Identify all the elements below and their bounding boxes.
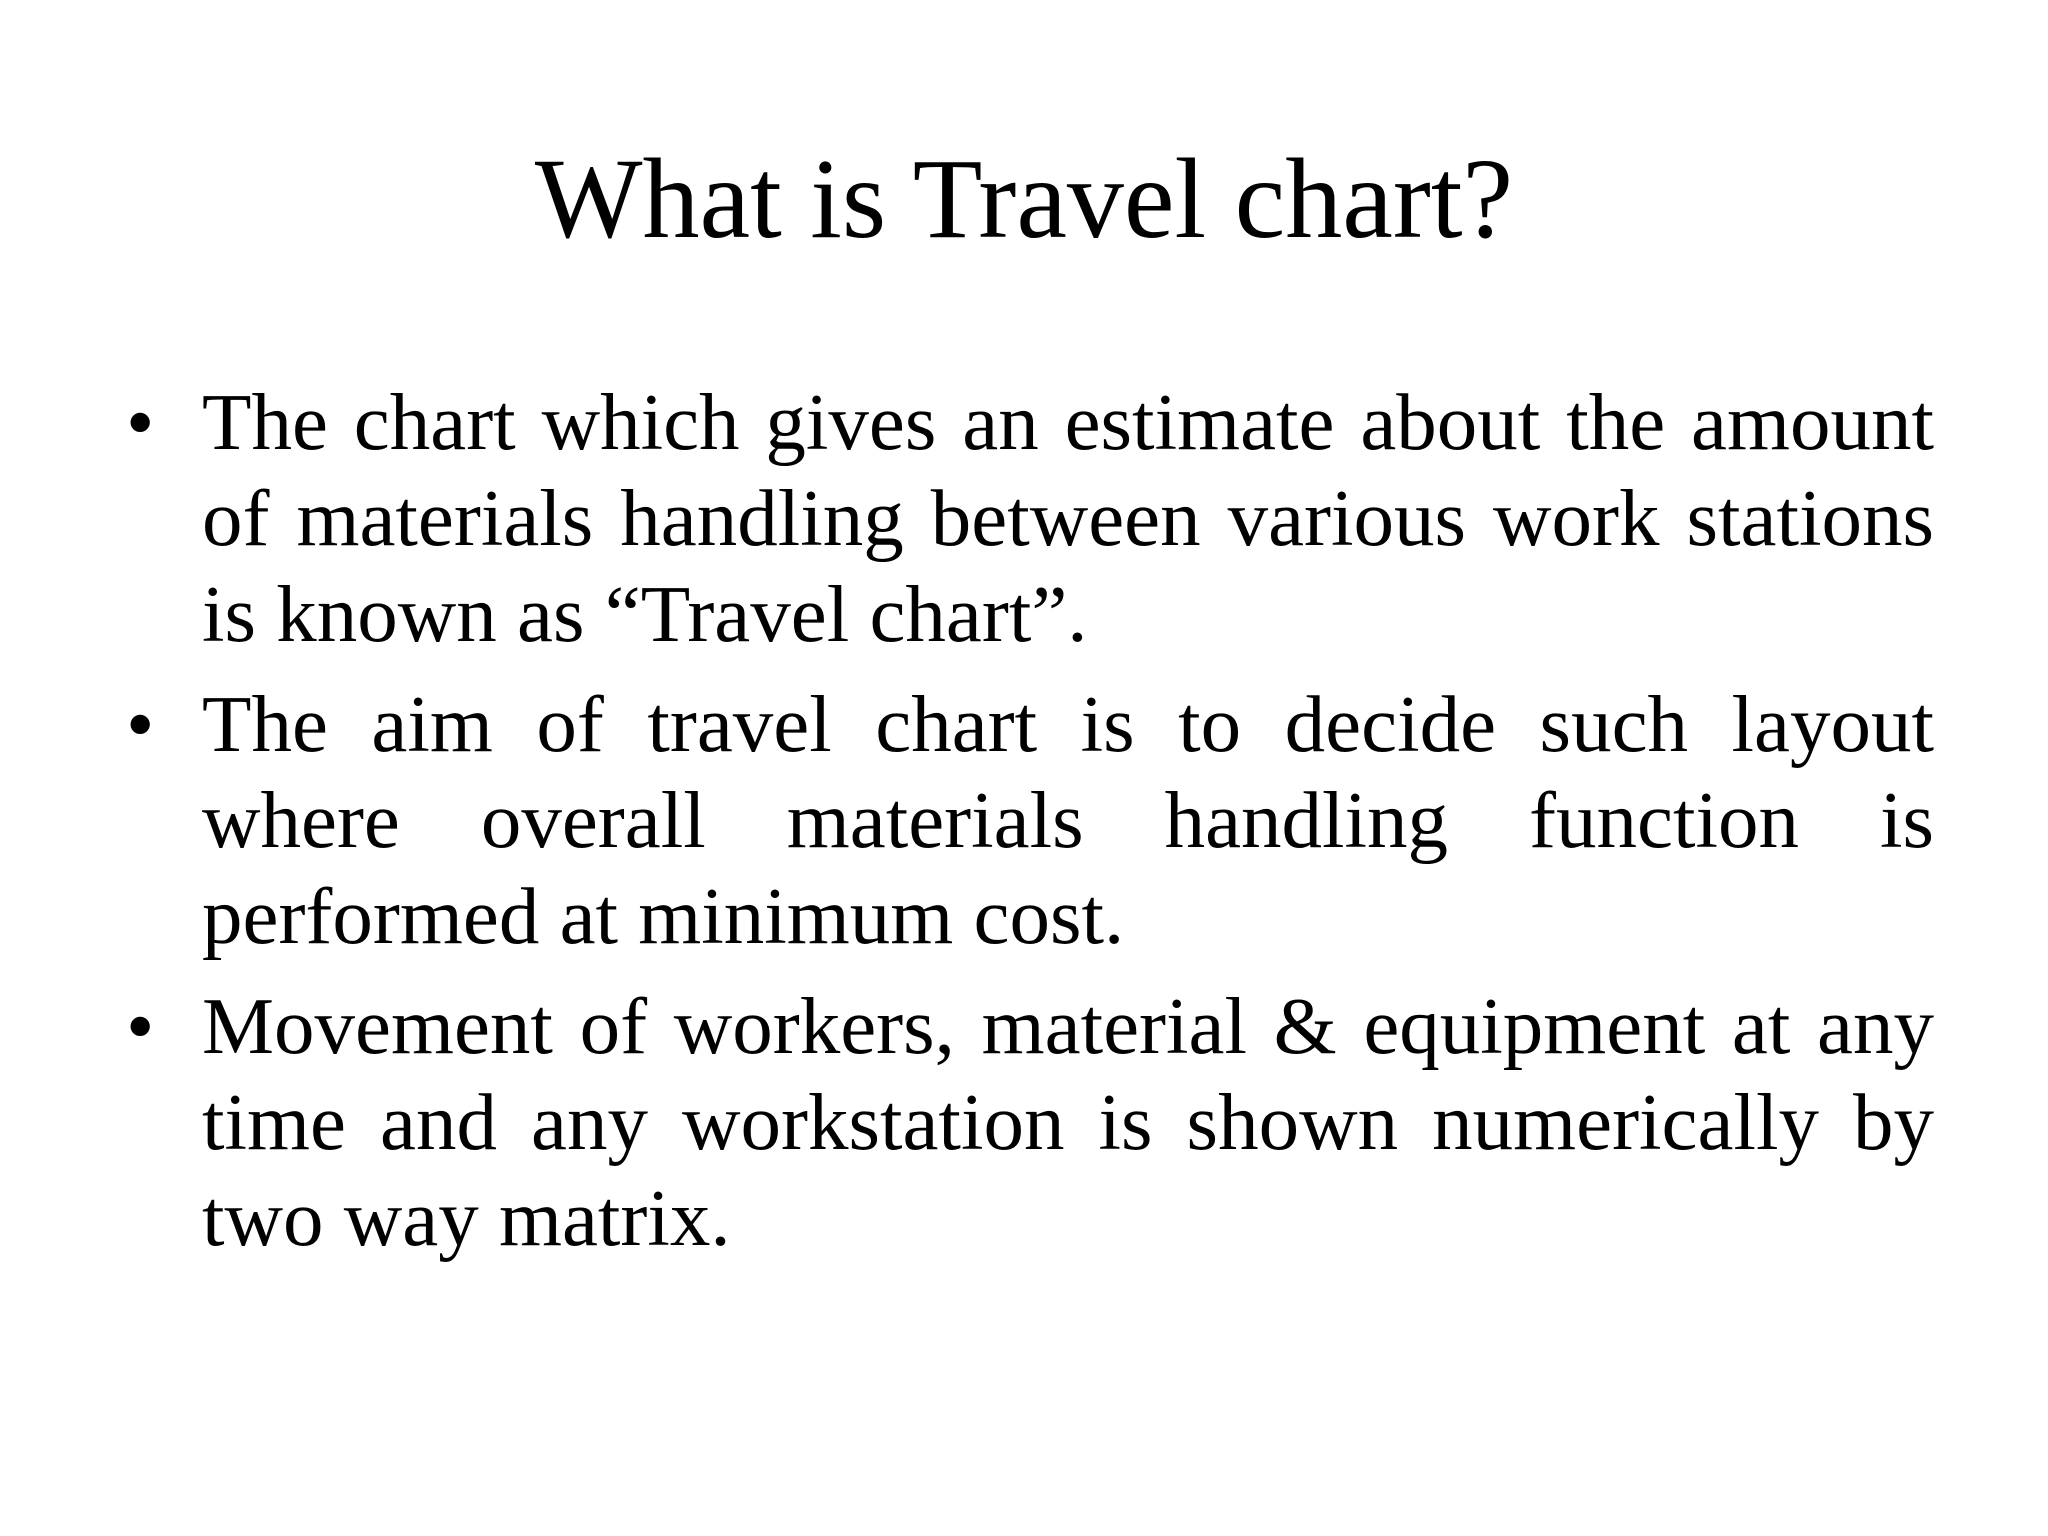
bullet-list xyxy=(120,374,1934,1280)
bullet-text: The aim of travel chart is to decide such layout where overall materials handling function is performed at minimum cost. xyxy=(202,679,1934,961)
bullet-text: The chart which gives an estimate about the amount of materials handling between various work stations is known as “Travel chart”. xyxy=(202,377,1934,659)
slide-title: What is Travel chart? xyxy=(534,135,1514,262)
bullet-item xyxy=(120,676,1934,964)
bullet-marker: • xyxy=(126,377,155,467)
bullet-item xyxy=(120,978,1934,1266)
bullet-marker: • xyxy=(126,981,155,1071)
bullet-marker: • xyxy=(126,679,155,769)
bullet-text: Movement of workers, material & equipment at any time and any workstation is shown numerically by two way matrix. xyxy=(202,981,1934,1263)
bullet-item xyxy=(120,374,1934,662)
